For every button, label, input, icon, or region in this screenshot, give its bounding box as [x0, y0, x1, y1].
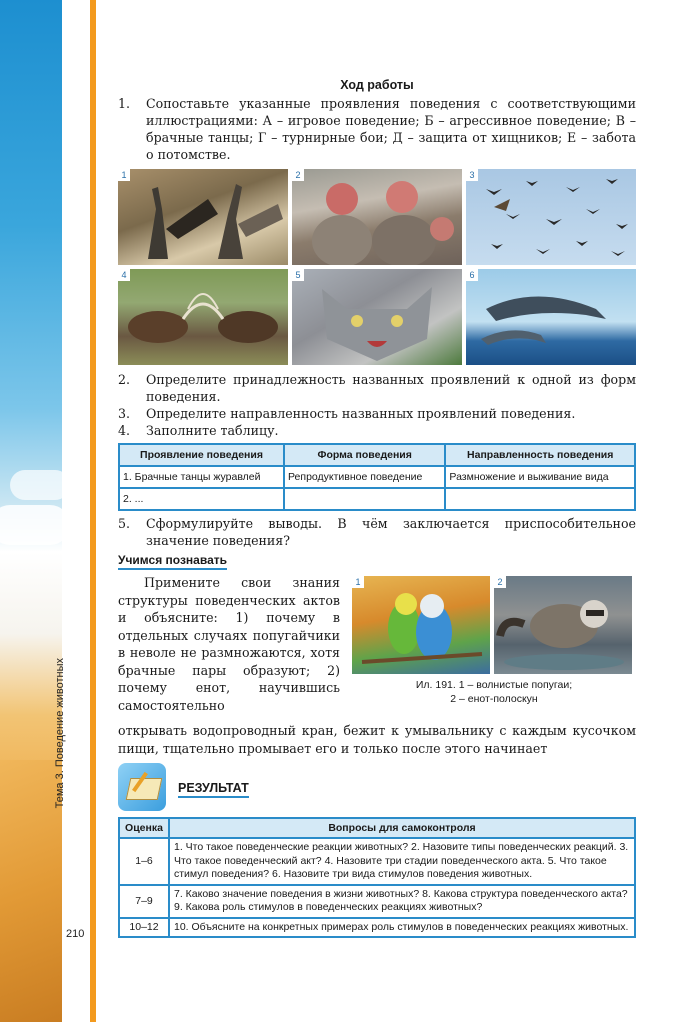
- photo-number: 2: [292, 169, 304, 181]
- column-header: Форма поведения: [284, 444, 445, 466]
- table-cell: Размножение и выживание вида: [445, 466, 635, 488]
- photo-number: 6: [466, 269, 478, 281]
- task-number: 2.: [118, 372, 131, 387]
- cloud-decoration: [0, 505, 70, 545]
- caption-line: Ил. 191. 1 – волнистые попугаи;: [415, 679, 573, 691]
- page-number: 210: [66, 928, 85, 940]
- table-row: [119, 466, 635, 488]
- questions-cell: 10. Объясните на конкретных примерах роль стимулов в поведенческих реакциях животных.: [169, 918, 635, 938]
- photo-number: 3: [466, 169, 478, 181]
- caption-line: 2 – енот-полоскун: [450, 693, 538, 705]
- result-header: [118, 763, 636, 813]
- photo-number: 5: [292, 269, 304, 281]
- task-text: Определите принадлежность названных проявлений к одной из форм поведения.: [146, 372, 636, 404]
- margin-gap: [62, 0, 90, 1022]
- task-number: 3.: [118, 406, 131, 421]
- photo-deer-fight: [118, 269, 288, 365]
- questions-cell: 1. Что такое поведенческие реакции животных? 2. Назовите типы поведенческих реакций. 3. Что такое поведенческий акт? 4. Назовите три стадии поведенческого акта. 5. Что такое стимул поведения? 6. Назовите три вида стимулов поведения животных.: [169, 838, 635, 885]
- table-row: [119, 488, 635, 510]
- table-cell: 1. Брачные танцы журавлей: [119, 466, 284, 488]
- budgerigars-illustration: [352, 576, 490, 674]
- deer-illustration: [118, 269, 288, 365]
- cranes-illustration: [118, 169, 288, 265]
- grade-cell: 10–12: [119, 918, 169, 938]
- flock-illustration: [466, 169, 636, 265]
- result-label: РЕЗУЛЬТАТ: [178, 781, 249, 798]
- decorative-side-strip: [0, 0, 62, 1022]
- column-header: Направленность поведения: [445, 444, 635, 466]
- table-cell: 2. ...: [119, 488, 284, 510]
- behavior-photo-grid: [118, 169, 636, 365]
- task-text: Заполните таблицу.: [146, 423, 279, 438]
- photo-budgerigars: [352, 576, 490, 674]
- self-check-table: [118, 817, 636, 938]
- desert-decoration: [0, 760, 62, 1022]
- learn-section-label: Учимся познавать: [118, 553, 227, 570]
- task-number: 1.: [118, 96, 131, 111]
- column-header: Проявление поведения: [119, 444, 284, 466]
- task-text: Определите направленность названных проявлений поведения.: [146, 406, 576, 421]
- learn-continuation: открывать водопроводный кран, бежит к умывальнику с каждым кусочком пищи, тщательно промывает его и только после этого начинает: [118, 723, 636, 756]
- learn-photos: [352, 576, 636, 674]
- learn-block: [118, 574, 636, 724]
- photo-number: 1: [118, 169, 130, 181]
- task-1: [118, 95, 636, 163]
- grade-cell: 1–6: [119, 838, 169, 885]
- table-cell: [284, 488, 445, 510]
- task-4: [118, 422, 636, 439]
- photo-raccoon: [494, 576, 632, 674]
- table-row: [119, 918, 635, 938]
- questions-cell: 7. Каково значение поведения в жизни животных? 8. Какова структура поведенческого акта? 9. Какова роль стимулов в поведенческих реакциях животных?: [169, 885, 635, 918]
- task-text: Сформулируйте выводы. В чём заключается приспособительное значение поведения?: [146, 516, 636, 548]
- table-row: [119, 838, 635, 885]
- table-header-row: [119, 444, 635, 466]
- monkeys-illustration: [292, 169, 462, 265]
- photo-cranes: [118, 169, 288, 265]
- photo-dolphins: [466, 269, 636, 365]
- photo-bird-flock: [466, 169, 636, 265]
- orange-margin-bar: [90, 0, 96, 1022]
- table-header-row: [119, 818, 635, 838]
- task-5: [118, 515, 636, 549]
- column-header: Оценка: [119, 818, 169, 838]
- table-cell: Репродуктивное поведение: [284, 466, 445, 488]
- photo-hissing-cat: [292, 269, 462, 365]
- grade-cell: 7–9: [119, 885, 169, 918]
- photo-number: 2: [494, 576, 506, 588]
- column-header: Вопросы для самоконтроля: [169, 818, 635, 838]
- task-3: [118, 405, 636, 422]
- raccoon-illustration: [494, 576, 632, 674]
- task-number: 4.: [118, 423, 131, 438]
- table-cell: [445, 488, 635, 510]
- task-number: 5.: [118, 516, 131, 531]
- photo-number: 1: [352, 576, 364, 588]
- task-text: Сопоставьте указанные проявления поведения с соответствующими иллюстрациями: А – игровое поведение; Б – агрессивное поведение; В – брачные танцы; Г – турнирные бои; Д – защита от хищников; Е – забота о потомстве.: [146, 96, 636, 162]
- work-heading: Ход работы: [340, 78, 414, 92]
- dolphins-illustration: [466, 269, 636, 365]
- task-2: [118, 371, 636, 405]
- cat-illustration: [292, 269, 462, 365]
- behavior-table: [118, 443, 636, 511]
- photo-monkeys: [292, 169, 462, 265]
- learn-text: [118, 574, 340, 714]
- table-row: [119, 885, 635, 918]
- page-content: [118, 78, 636, 938]
- notebook-icon: [118, 763, 166, 811]
- learn-paragraph: Примените свои знания структуры поведенческих актов и объясните: 1) почему в отдельных случаях попугайчики в неволе не размножаются, хотя брачные пары образуют; 2) почему енот, научившись самостоятельно: [118, 575, 340, 713]
- topic-running-title: Тема 3. Поведение животных: [54, 658, 66, 809]
- photo-number: 4: [118, 269, 130, 281]
- cloud-decoration: [10, 470, 70, 500]
- figure-caption: [352, 678, 636, 706]
